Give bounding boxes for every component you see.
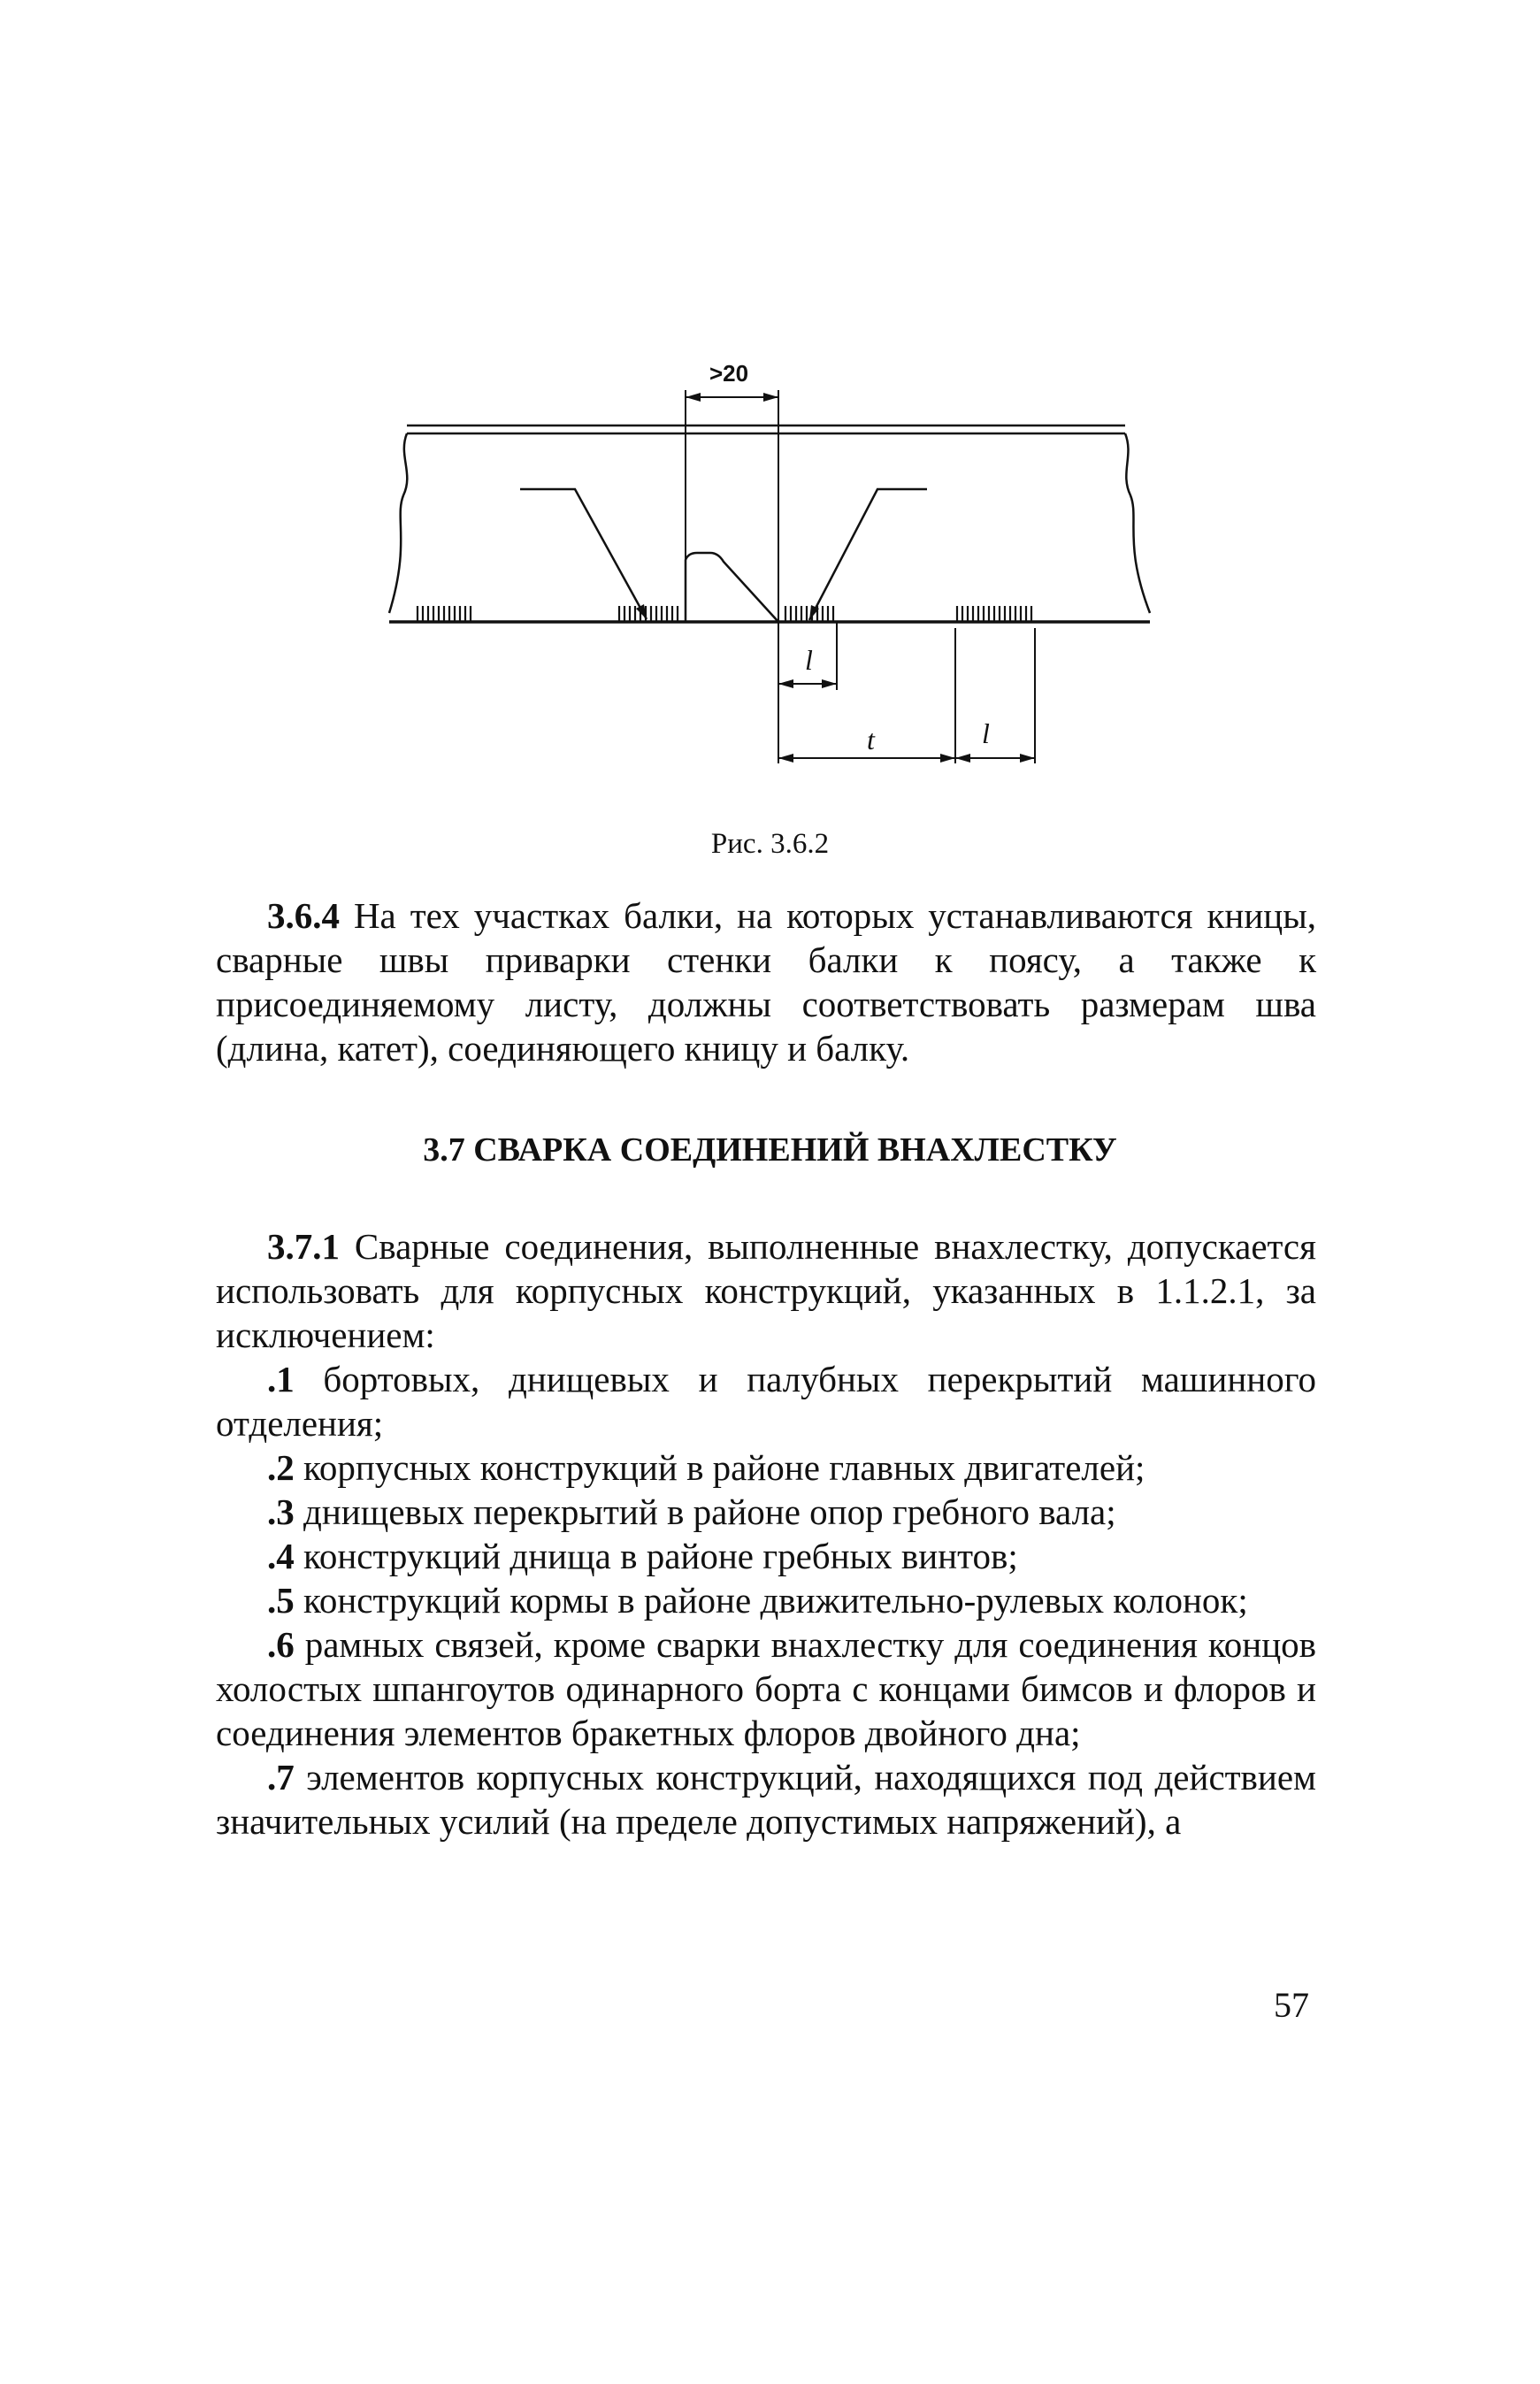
arrow-t-left — [778, 754, 793, 763]
list-item — [216, 1445, 1316, 1490]
label-t: t — [867, 724, 875, 755]
weld-segment-4 — [957, 606, 1031, 621]
beam-weld-diagram — [372, 341, 1168, 801]
list-item-text: элементов корпусных конструкций, находящихся под действием значительных усилий (на пределе допустимых напряжений), а — [216, 1757, 1316, 1842]
arrow-t-right — [940, 754, 955, 763]
arrow-l1-left — [778, 679, 793, 688]
list-item-text: бортовых, днищевых и палубных перекрытий машинного отделения; — [216, 1359, 1316, 1444]
list-item-number: .2 — [267, 1447, 295, 1488]
list-item — [216, 1622, 1316, 1755]
arrow-l2-left — [955, 754, 970, 763]
list-item-number: .6 — [267, 1624, 295, 1665]
list-item-number: .5 — [267, 1580, 295, 1621]
weld-marks — [418, 606, 1031, 621]
list-item — [216, 1357, 1316, 1445]
list-item-text: днищевых перекрытий в районе опор гребного вала; — [294, 1491, 1116, 1532]
list-item — [216, 1755, 1316, 1844]
arrow-l2-right — [1020, 754, 1035, 763]
label-l2: l — [982, 717, 990, 749]
label-gap: >20 — [709, 360, 749, 387]
weld-segment-1 — [418, 606, 471, 621]
list-item-number: .1 — [267, 1359, 295, 1399]
list-item — [216, 1490, 1316, 1534]
label-l1: l — [805, 644, 813, 676]
list-item-number: .3 — [267, 1491, 295, 1532]
figure-3-6-2 — [372, 341, 1168, 801]
list-item-text: рамных связей, кроме сварки внахлестку для соединения концов холостых шпангоутов одинарного борта с концами бимсов и флоров и соединения элементов бракетных флоров двойного дна; — [216, 1624, 1316, 1753]
break-line-left — [389, 433, 407, 613]
section-3-7-1 — [216, 1224, 1316, 1844]
paragraph-3-6-4 — [216, 893, 1316, 1070]
page-number: 57 — [1274, 1985, 1309, 2025]
section-number: 3.6.4 — [267, 895, 340, 936]
leader-line-right — [809, 489, 927, 620]
section-heading-3-7: 3.7 СВАРКА СОЕДИНЕНИЙ ВНАХЛЕСТКУ — [423, 1131, 1117, 1169]
list-item — [216, 1578, 1316, 1622]
paragraph-3-7-1 — [216, 1224, 1316, 1357]
arrow-gap-right — [763, 393, 778, 402]
section-number: 3.7.1 — [267, 1226, 340, 1267]
bracket-profile — [686, 553, 778, 622]
list-item-text: корпусных конструкций в районе главных двигателей; — [294, 1447, 1145, 1488]
weld-segment-2 — [619, 606, 678, 621]
list-item-text: конструкций кормы в районе движительно-рулевых колонок; — [294, 1580, 1248, 1621]
list-item — [216, 1534, 1316, 1578]
break-line-right — [1125, 433, 1150, 613]
section-text: На тех участках балки, на которых устанавливаются кницы, сварные швы приварки стенки балки к поясу, а также к присоединяемому листу, должны соответствовать размерам шва (длина, катет), соединяющего кницу и балку. — [216, 895, 1316, 1069]
figure-caption: Рис. 3.6.2 — [710, 828, 830, 860]
arrow-gap-left — [686, 393, 701, 402]
leader-line-left — [520, 489, 647, 619]
section-text: Сварные соединения, выполненные внахлестку, допускается использовать для корпусных конструкций, указанных в 1.1.2.1, за исключением: — [216, 1226, 1316, 1355]
section-3-6-4 — [216, 893, 1316, 1070]
list-item-number: .7 — [267, 1757, 295, 1798]
arrow-l1-right — [822, 679, 837, 688]
list-item-text: конструкций днища в районе гребных винтов; — [294, 1536, 1018, 1576]
list-item-number: .4 — [267, 1536, 295, 1576]
